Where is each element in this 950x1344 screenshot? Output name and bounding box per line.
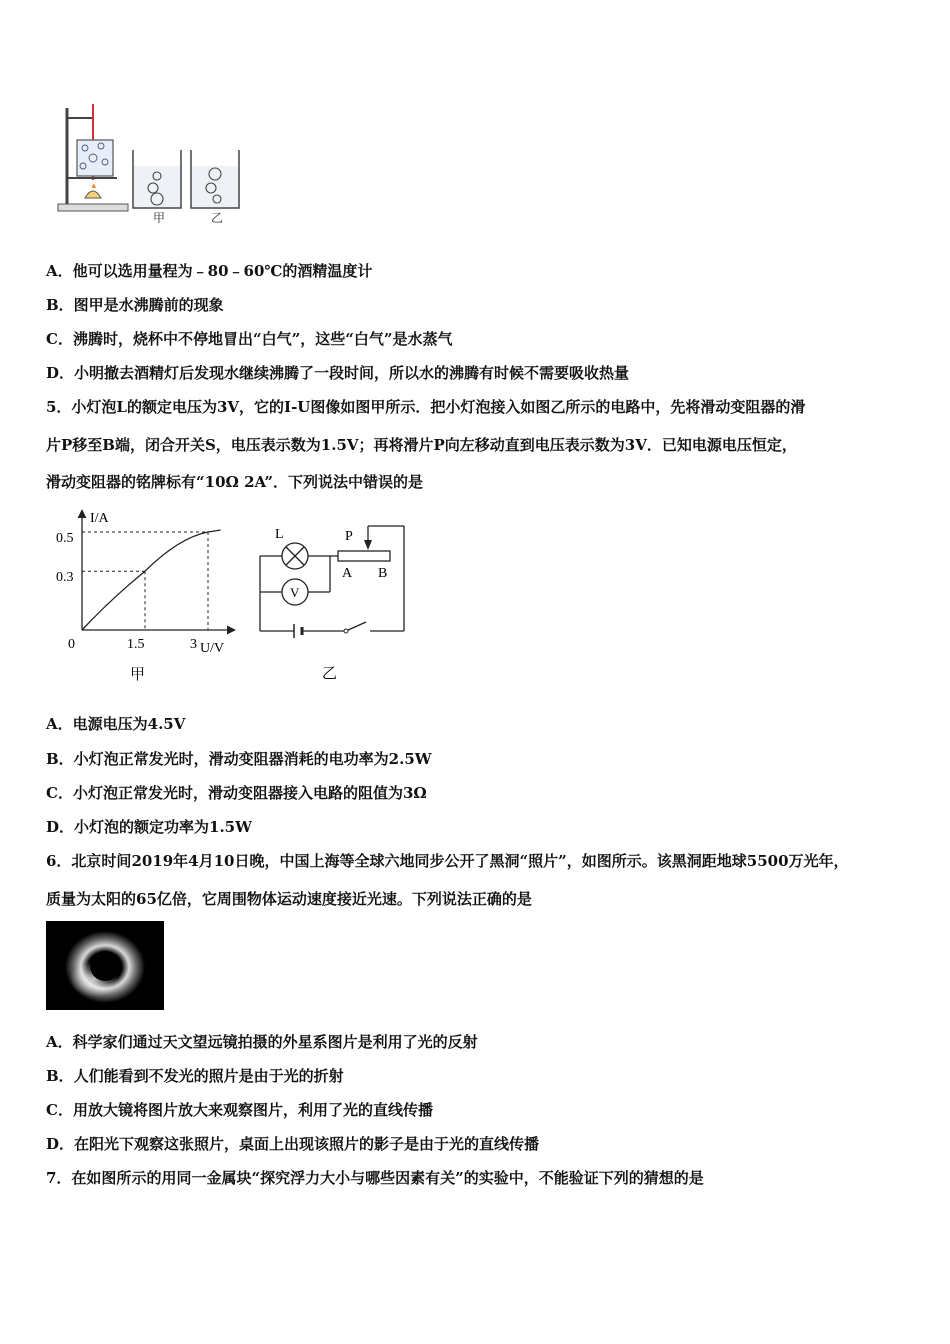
black-hole-photo <box>46 921 164 1010</box>
y-tick-label: 0.5 <box>56 531 74 546</box>
q5-option-c: C．小灯泡正常发光时，滑动变阻器接入电路的阻值为3Ω <box>46 784 427 802</box>
q5-option-d: D．小灯泡的额定功率为1.5W <box>46 818 252 836</box>
q6-option-a: A．科学家们通过天文望远镜拍摄的外星系图片是利用了光的反射 <box>46 1033 478 1051</box>
x-tick-label: 1.5 <box>127 637 145 652</box>
end-a-label: A <box>342 566 353 581</box>
end-b-label: B <box>378 566 388 581</box>
x-axis-label: U/V <box>200 641 225 656</box>
q6-stem-line-1: 6．北京时间2019年4月10日晚，中国上海等全球六地同步公开了黑洞“照片”，如图所示。该黑洞距地球5500万光年， <box>46 852 849 870</box>
iu-curve <box>82 530 221 630</box>
q5-stem-line-1: 5．小灯泡L的额定电压为3V，它的I-U图像如图甲所示．把小灯泡接入如图乙所示的电路中，先将滑动变阻器的滑 <box>46 398 806 416</box>
q4-option-b: B．图甲是水沸腾前的现象 <box>46 296 224 314</box>
q4-option-d: D．小明撤去酒精灯后发现水继续沸腾了一段时间，所以水的沸腾有时候不需要吸收热量 <box>46 364 630 382</box>
iu-graph <box>50 505 250 685</box>
q7-stem: 7．在如图所示的用同一金属块“探究浮力大小与哪些因素有关”的实验中，不能验证下列的猜想的是 <box>46 1169 704 1187</box>
y-axis-label: I/A <box>90 511 109 526</box>
q4-option-c: C．沸腾时，烧杯中不停地冒出“白气”，这些“白气”是水蒸气 <box>46 330 453 348</box>
q4-option-a: A．他可以选用量程为﹣80﹣60℃的酒精温度计 <box>46 262 373 280</box>
q5-option-a: A．电源电压为4.5V <box>46 715 186 733</box>
y-tick-label: 0.3 <box>56 570 74 585</box>
q6-option-b: B．人们能看到不发光的照片是由于光的折射 <box>46 1067 344 1085</box>
voltmeter-label: V <box>290 585 300 600</box>
lamp-label: L <box>275 527 284 542</box>
q6-stem-line-2: 质量为太阳的65亿倍，它周围物体运动速度接近光速。下列说法正确的是 <box>46 890 532 908</box>
circuit-caption: 乙 <box>322 664 338 682</box>
beaker-label-jia: 甲 <box>153 211 166 225</box>
x-tick-label: 3 <box>190 637 197 652</box>
origin-label: 0 <box>68 637 75 652</box>
q5-stem-line-3: 滑动变阻器的铭牌标有“10Ω 2A”．下列说法中错误的是 <box>46 473 424 491</box>
q5-stem-line-2: 片P移至B端，闭合开关S，电压表示数为1.5V；再将滑片P向左移动直到电压表示数为3V．已知电源电压恒定， <box>46 436 797 454</box>
beaker-label-yi: 乙 <box>211 211 224 225</box>
slider-label: P <box>345 529 353 544</box>
graph-caption: 甲 <box>130 665 146 683</box>
q6-option-c: C．用放大镜将图片放大来观察图片，利用了光的直线传播 <box>46 1101 433 1119</box>
circuit-diagram <box>250 518 420 683</box>
q5-option-b: B．小灯泡正常发光时，滑动变阻器消耗的电功率为2.5W <box>46 750 432 768</box>
q6-option-d: D．在阳光下观察这张照片，桌面上出现该照片的影子是由于光的直线传播 <box>46 1135 540 1153</box>
boiling-apparatus-figure <box>55 100 255 225</box>
